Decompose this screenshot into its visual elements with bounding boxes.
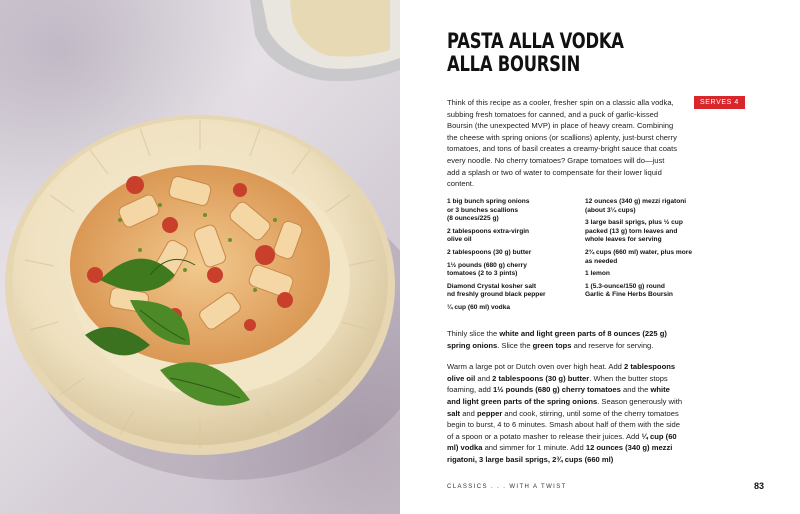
step-text: . Season generously with xyxy=(597,396,683,406)
recipe-page xyxy=(400,0,800,514)
step-text: . When the butter stops foaming, add xyxy=(447,373,668,395)
step-text: Warm a large pot or Dutch oven over high heat. Add xyxy=(447,362,625,372)
step-highlight: 2 tablespoons olive oil xyxy=(447,362,676,383)
step-text: and xyxy=(460,408,477,418)
ingredients-column-right xyxy=(585,198,709,317)
step-1 xyxy=(447,328,683,351)
step-text: and cook, stirring, until some of the cherry tomatoes begin to burst, 4 to 6 minutes. Smash about half of them with the side of a spoon or a potato masher to release their juices. Add xyxy=(447,408,681,441)
ingredient-item: 1½ pounds (680 g) cherry tomatoes (2 to 3 pints) xyxy=(447,261,527,278)
ingredients-column-left xyxy=(447,198,571,317)
step-text: and the xyxy=(620,385,651,395)
step-2 xyxy=(447,361,683,465)
step-highlight: 1½ pounds (680 g) cherry tomatoes xyxy=(493,385,621,395)
ingredient-item: Diamond Crystal kosher salt nd freshly ground black pepper xyxy=(447,282,546,299)
serves-badge: SERVES 4 xyxy=(694,96,745,109)
ingredient-item: 2 tablespoons (30 g) butter xyxy=(447,248,532,256)
ingredient-item: ¼ cup (60 ml) vodka xyxy=(447,303,511,311)
step-highlight: ¼ cup (60 ml) vodka xyxy=(447,431,677,453)
ingredient-item: 1 lemon xyxy=(585,270,610,278)
step-text: and simmer for 1 minute. Add xyxy=(482,443,586,453)
recipe-intro: Think of this recipe as a cooler, fresher spin on a classic alla vodka, subbing fresh tomatoes for canned, and a puck of garlic-kissed Boursin (the unexpected MVP) in place of heavy cream. Combining the cheese with spring onions (or scallions) aplenty, just-burst cherry tomatoes, and tons of basil creates a creamy-bright sauce that coats every noodle. No cherry tomatoes? Grape tomatoes will do—just add a splash or two of water to compensate for their lower liquid content. xyxy=(447,98,678,189)
recipe-title-line-1: PASTA ALLA VODKA xyxy=(447,29,624,53)
step-text: and xyxy=(475,373,493,383)
page-number: 83 xyxy=(754,481,765,491)
ingredient-item: 2 tablespoons extra-virgin olive oil xyxy=(447,227,530,244)
ingredient-item: 3 large basil sprigs, plus ½ cup packed (13 g) torn leaves and whole leaves for serving xyxy=(585,219,683,244)
step-highlight: 2 tablespoons (30 g) butter xyxy=(492,373,590,383)
ingredient-item: 12 ounces (340 g) mezzi rigatoni (about 3¼ cups) xyxy=(585,198,687,214)
step-text: Thinly slice the xyxy=(447,329,500,338)
ingredient-item: 1 big bunch spring onions or 3 bunches scallions (8 ounces/225 g) xyxy=(447,198,530,223)
recipe-title xyxy=(447,30,624,76)
ingredients-list xyxy=(447,198,717,317)
foil-container xyxy=(250,0,400,81)
ingredient-item: 1 (5.3-ounce/150 g) round Garlic & Fine Herbs Boursin xyxy=(585,282,673,299)
step-highlight: 12 ounces (340 g) mezzi rigatoni, 3 large basil sprigs, 2¾ cups (660 ml) xyxy=(447,443,673,464)
step-text: and reserve for serving. xyxy=(571,340,654,350)
step-highlight: green tops xyxy=(532,340,572,350)
recipe-steps xyxy=(447,328,683,476)
step-highlight: white and light green parts of the spring onions xyxy=(447,385,670,406)
ingredient-item: 2¾ cups (660 ml) water, plus more as needed xyxy=(585,248,693,265)
recipe-title-line-2: ALLA BOURSIN xyxy=(447,52,581,76)
section-footer: CLASSICS . . . WITH A TWIST xyxy=(447,484,567,490)
step-highlight: white and light green parts of 8 ounces (225 g) spring onions xyxy=(447,329,667,350)
step-highlight: salt xyxy=(447,408,461,418)
step-text: . Slice the xyxy=(497,340,533,350)
step-highlight: pepper xyxy=(476,408,503,418)
